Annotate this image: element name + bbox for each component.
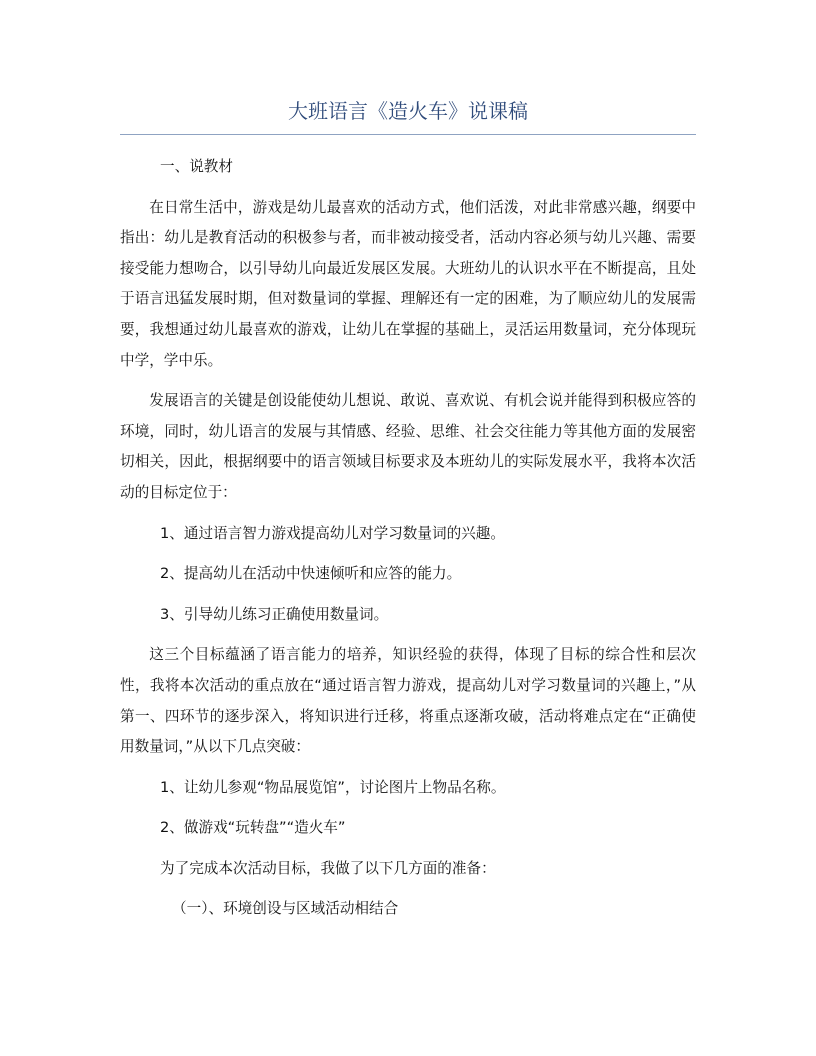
list-item: 2、做游戏“玩转盘”“造火车” [160,819,346,837]
list-item: 2、提高幼儿在活动中快速倾听和应答的能力。 [160,565,462,583]
document-body [120,152,696,925]
paragraph: 在日常生活中，游戏是幼儿最喜欢的活动方式，他们活泼，对此非常感兴趣，纲要中指出：幼儿是教育活动的积极参与者，而非被动接受者，活动内容必须与幼儿兴趣、需要接受能力想吻合，以引导幼儿向最近发展区发展。大班幼儿的认识水平在不断提高，且处于语言迅猛发展时期，但对数量词的掌握、理解还有一定的困难，为了顺应幼儿的发展需要，我想通过幼儿最喜欢的游戏，让幼儿在掌握的基础上，灵活运用数量词，充分体现玩中学，学中乐。 [120,198,696,369]
paragraph: 为了完成本次活动目标，我做了以下几方面的准备： [160,859,496,877]
section-heading: 一、说教材 [160,158,233,175]
paragraph: 这三个目标蕴涵了语言能力的培养，知识经验的获得，体现了目标的综合性和层次性，我将本次活动的重点放在“通过语言智力游戏，提高幼儿对学习数量词的兴趣上，”从第一、四环节的逐步深入，将知识进行迁移，将重点逐渐攻破，活动将难点定在“正确使用数量词，”从以下几点突破： [120,646,696,756]
paragraph: 发展语言的关键是创设能使幼儿想说、敢说、喜欢说、有机会说并能得到积极应答的环境，同时，幼儿语言的发展与其情感、经验、思维、社会交往能力等其他方面的发展密切相关，因此，根据纲要中的语言领域目标要求及本班幼儿的实际发展水平，我将本次活动的目标定位于： [120,392,696,501]
document-title: 大班语言《造火车》说课稿 [288,99,528,123]
section-heading: （一）、环境创设与区域活动相结合 [172,900,399,918]
title-divider [120,134,696,135]
list-item: 1、通过语言智力游戏提高幼儿对学习数量词的兴趣。 [160,524,505,542]
list-item: 3、引导幼儿练习正确使用数量词。 [160,605,389,623]
list-item: 1、让幼儿参观“物品展览馆”，讨论图片上物品名称。 [160,778,506,796]
